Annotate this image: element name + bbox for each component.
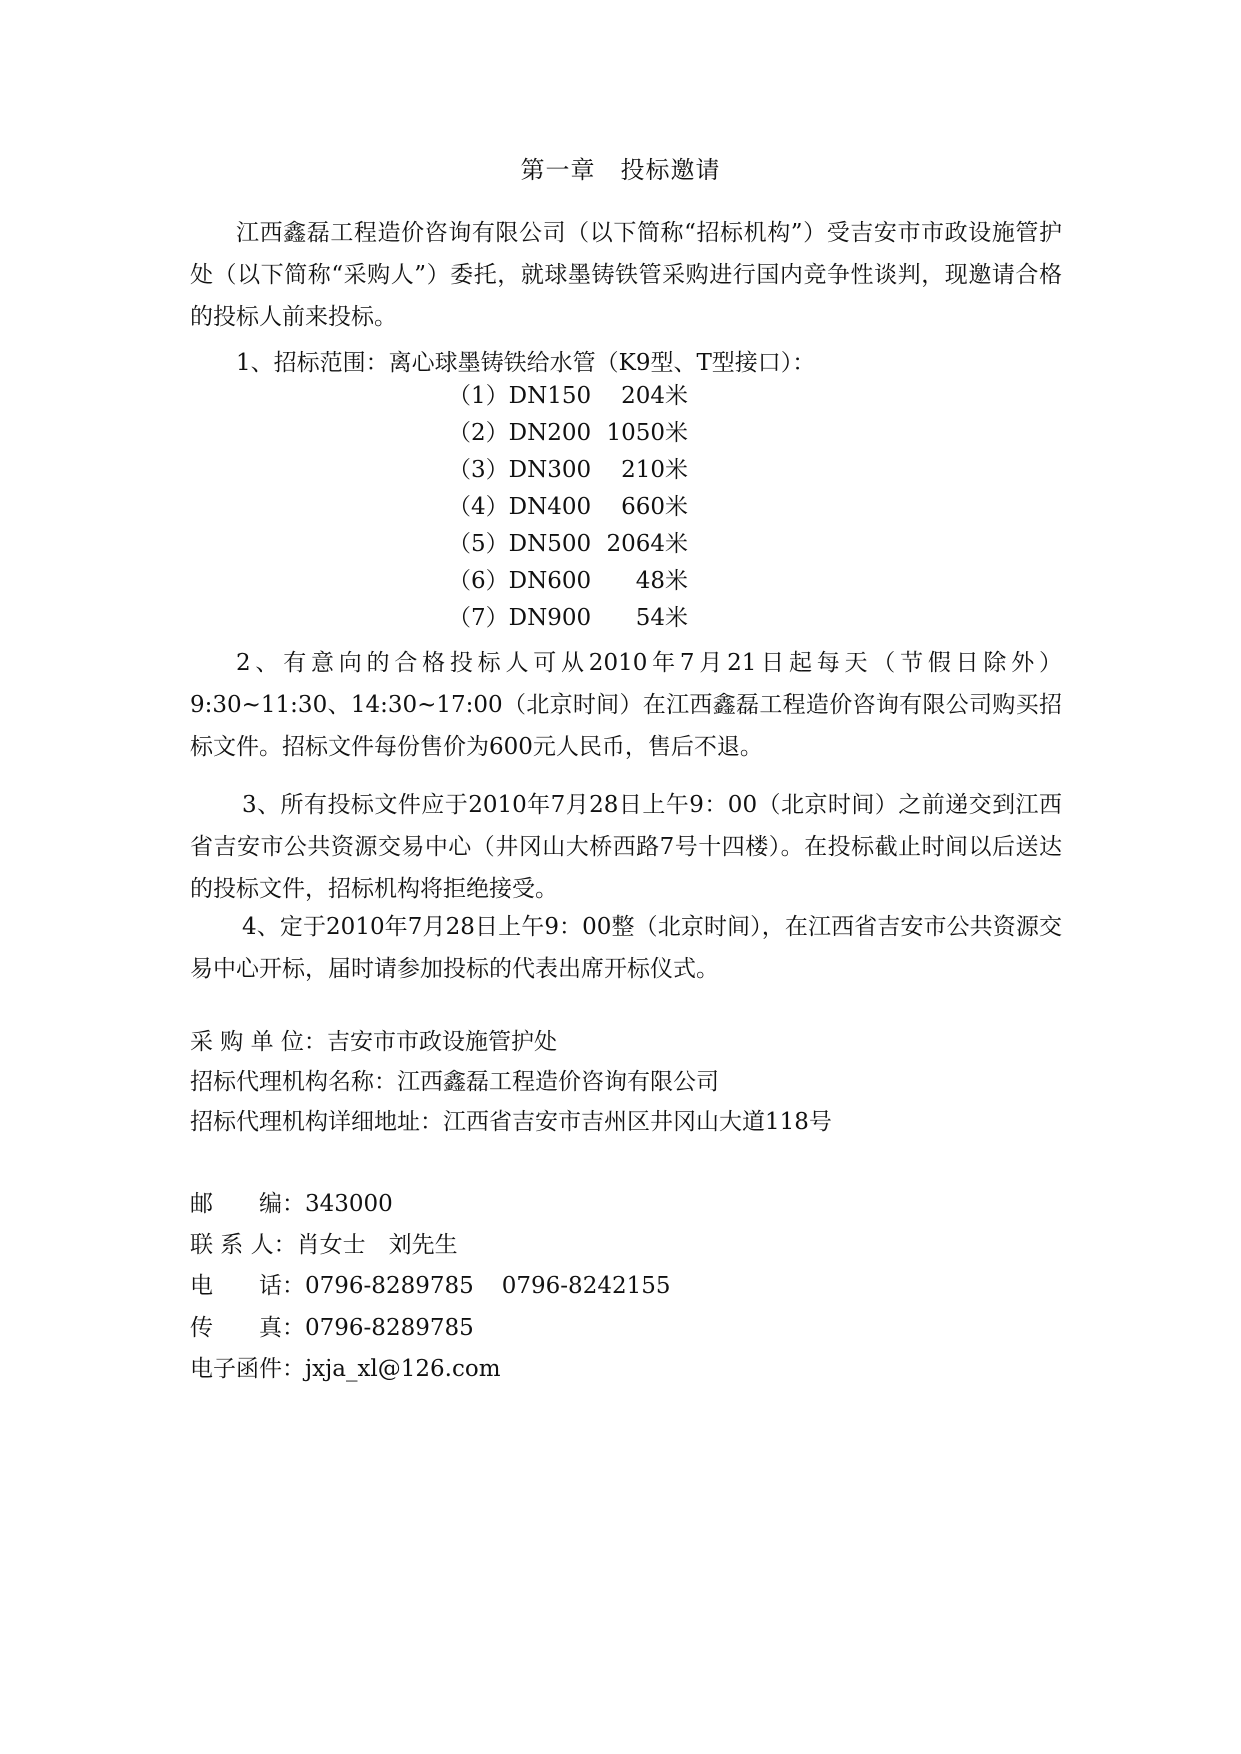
item-size: （1）DN150 — [448, 383, 592, 409]
item-size: （4）DN400 — [448, 494, 592, 520]
item-quantity: 2064米 — [606, 531, 688, 557]
postcode-label: 邮 编： — [190, 1191, 305, 1217]
item-quantity: 204米 — [621, 383, 688, 409]
list-item — [448, 602, 688, 634]
list-item — [448, 454, 688, 486]
phone-label: 电 话： — [190, 1273, 305, 1299]
list-item — [448, 565, 688, 597]
fax-value: 0796-8289785 — [305, 1315, 474, 1341]
chapter-title: 第一章 投标邀请 — [520, 156, 721, 184]
fax-row — [190, 1312, 474, 1344]
purchaser-row — [190, 1026, 557, 1058]
item-size: （6）DN600 — [448, 568, 592, 594]
agency-name-label: 招标代理机构名称： — [190, 1069, 397, 1095]
list-item — [448, 417, 688, 449]
contact-row — [190, 1229, 458, 1261]
item-size: （5）DN500 — [448, 531, 592, 557]
clause-2: 2、有意向的合格投标人可从2010年7月21日起每天（节假日除外）9:30~11:30、14:30~17:00（北京时间）在江西鑫磊工程造价咨询有限公司购买招标文件。招标文件每份售价为600元人民币，售后不退。 — [190, 650, 1062, 760]
item-quantity: 660米 — [621, 494, 688, 520]
item-size: （7）DN900 — [448, 605, 592, 631]
item-quantity: 210米 — [621, 457, 688, 483]
email-value: jxja_xl@126.com — [305, 1356, 501, 1382]
purchaser-value: 吉安市市政设施管护处 — [326, 1029, 557, 1055]
agency-name-value: 江西鑫磊工程造价咨询有限公司 — [397, 1069, 719, 1095]
intro-paragraph: 江西鑫磊工程造价咨询有限公司（以下简称“招标机构”）受吉安市市政设施管护处（以下简称“采购人”）委托，就球墨铸铁管采购进行国内竞争性谈判，现邀请合格的投标人前来投标。 — [190, 220, 1062, 330]
fax-label: 传 真： — [190, 1315, 305, 1341]
purchaser-label: 采 购 单 位： — [190, 1029, 327, 1055]
phone-value-1: 0796-8289785 — [305, 1273, 474, 1299]
list-item — [448, 491, 688, 523]
clause-3: 3、所有投标文件应于2010年7月28日上午9：00（北京时间）之前递交到江西省吉安市公共资源交易中心（井冈山大桥西路7号十四楼）。在投标截止时间以后送达的投标文件，招标机构将拒绝接受。 — [190, 792, 1062, 902]
postcode-value: 343000 — [305, 1191, 393, 1217]
postcode-row — [190, 1188, 393, 1220]
contact-label: 联 系 人： — [190, 1232, 297, 1258]
item-size: （2）DN200 — [448, 420, 592, 446]
item-quantity: 54米 — [635, 605, 688, 631]
agency-address-row — [190, 1106, 832, 1138]
scope-heading: 1、招标范围：离心球墨铸铁给水管（K9型、T型接口）： — [236, 350, 816, 376]
list-item — [448, 528, 688, 560]
email-row — [190, 1353, 501, 1385]
item-quantity: 48米 — [635, 568, 688, 594]
email-label: 电子函件： — [190, 1356, 305, 1382]
item-quantity: 1050米 — [606, 420, 688, 446]
phone-row — [190, 1270, 671, 1302]
list-item — [448, 380, 688, 412]
agency-address-value: 江西省吉安市吉州区井冈山大道118号 — [443, 1109, 832, 1135]
phone-value-2: 0796-8242155 — [501, 1273, 671, 1299]
clause-4: 4、定于2010年7月28日上午9：00整（北京时间），在江西省吉安市公共资源交易中心开标，届时请参加投标的代表出席开标仪式。 — [190, 914, 1062, 982]
agency-address-label: 招标代理机构详细地址： — [190, 1109, 443, 1135]
agency-name-row — [190, 1066, 719, 1098]
item-size: （3）DN300 — [448, 457, 592, 483]
contact-value: 肖女士 刘先生 — [296, 1232, 458, 1258]
